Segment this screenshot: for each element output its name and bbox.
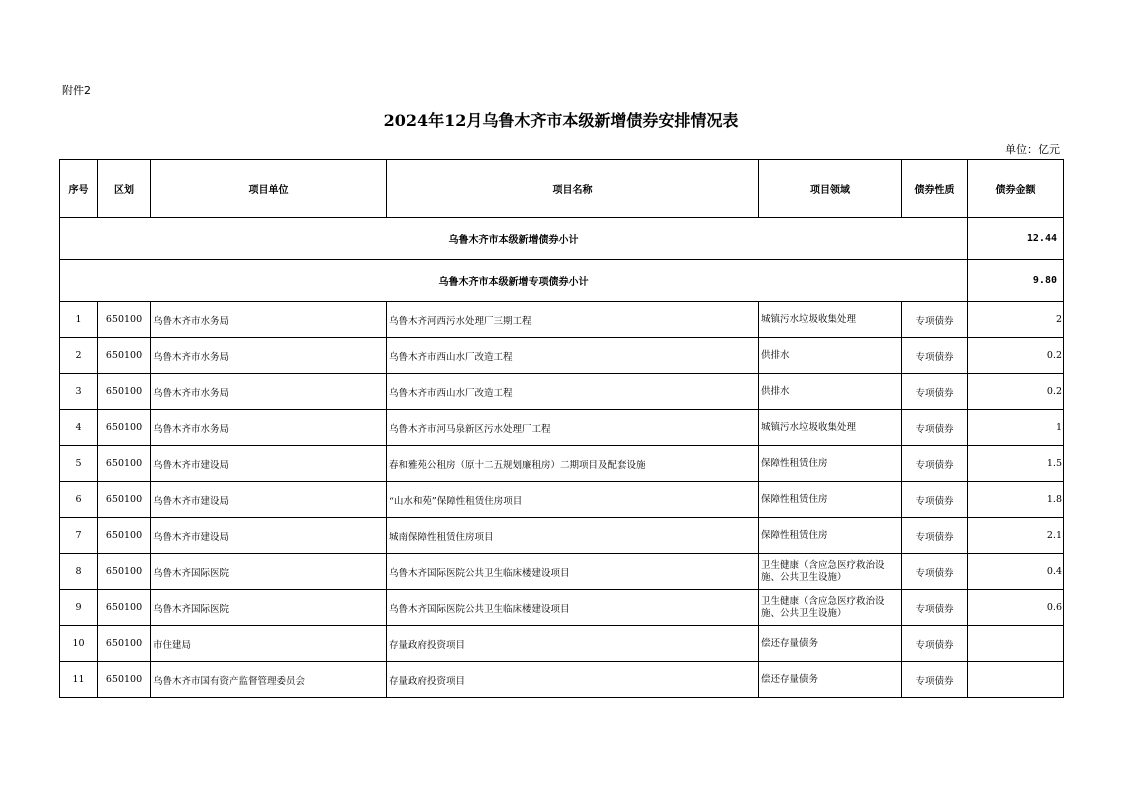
header-row bbox=[60, 160, 1064, 218]
subtotal-row bbox=[60, 218, 1064, 260]
row-unit: 乌鲁木齐市水务局 bbox=[151, 338, 387, 374]
row-name: 城南保障性租赁住房项目 bbox=[387, 518, 759, 554]
row-no: 8 bbox=[60, 554, 98, 590]
bond-table bbox=[59, 159, 1064, 698]
table-row bbox=[60, 374, 1064, 410]
row-region: 650100 bbox=[98, 590, 151, 626]
row-region: 650100 bbox=[98, 446, 151, 482]
row-region: 650100 bbox=[98, 374, 151, 410]
header-region: 区划 bbox=[98, 160, 151, 218]
subtotal-amount: 9.80 bbox=[968, 260, 1064, 302]
header-no: 序号 bbox=[60, 160, 98, 218]
row-no: 6 bbox=[60, 482, 98, 518]
row-nature: 专项债券 bbox=[902, 410, 968, 446]
header-nature: 债券性质 bbox=[902, 160, 968, 218]
table-row bbox=[60, 590, 1064, 626]
row-nature: 专项债券 bbox=[902, 662, 968, 698]
row-no: 7 bbox=[60, 518, 98, 554]
row-domain: 城镇污水垃圾收集处理 bbox=[759, 302, 902, 338]
row-unit: 乌鲁木齐市水务局 bbox=[151, 374, 387, 410]
row-unit: 乌鲁木齐市国有资产监督管理委员会 bbox=[151, 662, 387, 698]
row-nature: 专项债券 bbox=[902, 302, 968, 338]
row-name: 乌鲁木齐市河马泉新区污水处理厂工程 bbox=[387, 410, 759, 446]
row-nature: 专项债券 bbox=[902, 446, 968, 482]
row-domain: 保障性租赁住房 bbox=[759, 446, 902, 482]
row-amount: 0.6 bbox=[968, 590, 1064, 626]
row-region: 650100 bbox=[98, 518, 151, 554]
table-row bbox=[60, 302, 1064, 338]
row-region: 650100 bbox=[98, 338, 151, 374]
row-no: 1 bbox=[60, 302, 98, 338]
row-unit: 乌鲁木齐市水务局 bbox=[151, 302, 387, 338]
row-amount bbox=[968, 662, 1064, 698]
row-name: 存量政府投资项目 bbox=[387, 626, 759, 662]
row-no: 10 bbox=[60, 626, 98, 662]
table-row bbox=[60, 626, 1064, 662]
row-unit: 乌鲁木齐市建设局 bbox=[151, 446, 387, 482]
row-nature: 专项债券 bbox=[902, 338, 968, 374]
row-region: 650100 bbox=[98, 410, 151, 446]
row-region: 650100 bbox=[98, 626, 151, 662]
row-amount: 1 bbox=[968, 410, 1064, 446]
row-name: 乌鲁木齐河西污水处理厂三期工程 bbox=[387, 302, 759, 338]
row-region: 650100 bbox=[98, 662, 151, 698]
row-unit: 乌鲁木齐市建设局 bbox=[151, 482, 387, 518]
row-no: 11 bbox=[60, 662, 98, 698]
row-amount: 1.8 bbox=[968, 482, 1064, 518]
subtotal-label: 乌鲁木齐市本级新增专项债券小计 bbox=[60, 260, 968, 302]
row-name: 乌鲁木齐国际医院公共卫生临床楼建设项目 bbox=[387, 554, 759, 590]
row-name: “山水和苑”保障性租赁住房项目 bbox=[387, 482, 759, 518]
header-amount: 债券金额 bbox=[968, 160, 1064, 218]
row-domain: 供排水 bbox=[759, 338, 902, 374]
row-domain: 偿还存量债务 bbox=[759, 626, 902, 662]
row-unit: 乌鲁木齐国际医院 bbox=[151, 554, 387, 590]
row-nature: 专项债券 bbox=[902, 374, 968, 410]
row-amount: 2 bbox=[968, 302, 1064, 338]
row-name: 乌鲁木齐市西山水厂改造工程 bbox=[387, 374, 759, 410]
row-domain: 卫生健康（含应急医疗救治设施、公共卫生设施） bbox=[759, 590, 902, 626]
row-region: 650100 bbox=[98, 482, 151, 518]
row-region: 650100 bbox=[98, 302, 151, 338]
page-title: 2024年12月乌鲁木齐市本级新增债券安排情况表 bbox=[383, 111, 739, 130]
subtotal-row bbox=[60, 260, 1064, 302]
row-amount bbox=[968, 626, 1064, 662]
row-unit: 乌鲁木齐市建设局 bbox=[151, 518, 387, 554]
row-amount: 1.5 bbox=[968, 446, 1064, 482]
row-amount: 0.2 bbox=[968, 338, 1064, 374]
table-row bbox=[60, 410, 1064, 446]
row-domain: 卫生健康（含应急医疗救治设施、公共卫生设施） bbox=[759, 554, 902, 590]
row-no: 5 bbox=[60, 446, 98, 482]
row-no: 4 bbox=[60, 410, 98, 446]
attachment-label: 附件2 bbox=[62, 84, 91, 97]
row-nature: 专项债券 bbox=[902, 518, 968, 554]
row-domain: 供排水 bbox=[759, 374, 902, 410]
row-no: 3 bbox=[60, 374, 98, 410]
row-unit: 乌鲁木齐市水务局 bbox=[151, 410, 387, 446]
unit-label: 单位：亿元 bbox=[1005, 143, 1060, 156]
row-amount: 0.2 bbox=[968, 374, 1064, 410]
table-row bbox=[60, 338, 1064, 374]
row-region: 650100 bbox=[98, 554, 151, 590]
row-nature: 专项债券 bbox=[902, 482, 968, 518]
row-no: 2 bbox=[60, 338, 98, 374]
header-unit: 项目单位 bbox=[151, 160, 387, 218]
row-nature: 专项债券 bbox=[902, 554, 968, 590]
table-row bbox=[60, 446, 1064, 482]
row-name: 乌鲁木齐国际医院公共卫生临床楼建设项目 bbox=[387, 590, 759, 626]
row-name: 存量政府投资项目 bbox=[387, 662, 759, 698]
row-no: 9 bbox=[60, 590, 98, 626]
table-row bbox=[60, 518, 1064, 554]
header-name: 项目名称 bbox=[387, 160, 759, 218]
subtotal-amount: 12.44 bbox=[968, 218, 1064, 260]
table-row bbox=[60, 554, 1064, 590]
row-amount: 0.4 bbox=[968, 554, 1064, 590]
row-name: 乌鲁木齐市西山水厂改造工程 bbox=[387, 338, 759, 374]
table-row bbox=[60, 482, 1064, 518]
row-nature: 专项债券 bbox=[902, 626, 968, 662]
row-name: 春和雅苑公租房（原十二五规划廉租房）二期项目及配套设施 bbox=[387, 446, 759, 482]
row-nature: 专项债券 bbox=[902, 590, 968, 626]
row-amount: 2.1 bbox=[968, 518, 1064, 554]
row-unit: 乌鲁木齐国际医院 bbox=[151, 590, 387, 626]
row-domain: 保障性租赁住房 bbox=[759, 518, 902, 554]
table-row bbox=[60, 662, 1064, 698]
subtotal-label: 乌鲁木齐市本级新增债券小计 bbox=[60, 218, 968, 260]
row-domain: 偿还存量债务 bbox=[759, 662, 902, 698]
header-domain: 项目领域 bbox=[759, 160, 902, 218]
row-domain: 保障性租赁住房 bbox=[759, 482, 902, 518]
row-unit: 市住建局 bbox=[151, 626, 387, 662]
row-domain: 城镇污水垃圾收集处理 bbox=[759, 410, 902, 446]
